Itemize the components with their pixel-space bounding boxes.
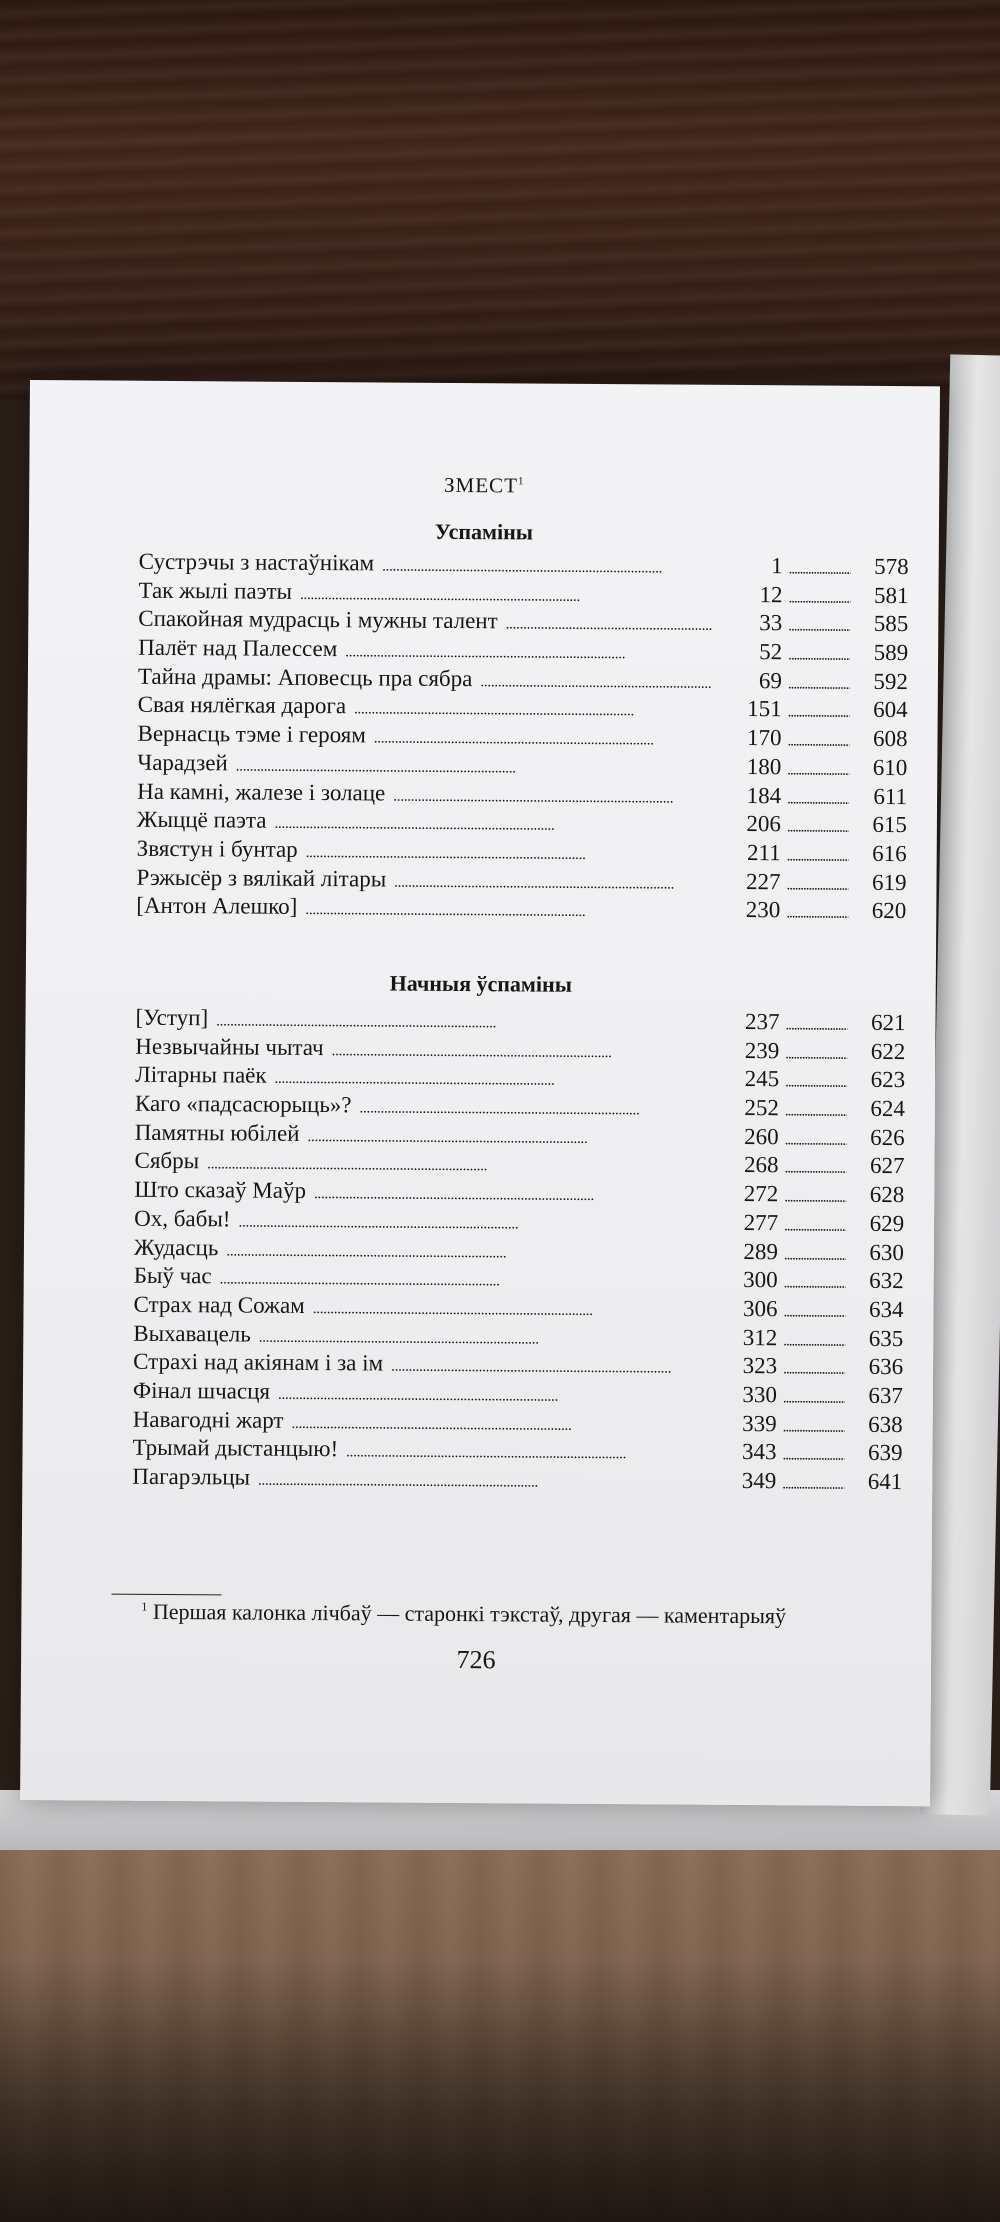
dot-leader bbox=[788, 582, 850, 608]
footnote-mark: 1 bbox=[141, 1599, 148, 1614]
toc-text-page: 306 bbox=[742, 1295, 778, 1322]
dot-leader bbox=[305, 894, 710, 923]
toc-entry-title: Трымай дыстанцыю! bbox=[132, 1435, 339, 1462]
toc-comment-page: 626 bbox=[870, 1124, 905, 1150]
dot-leader bbox=[784, 1239, 846, 1265]
toc-entry-title: Чарадзей bbox=[137, 749, 228, 776]
toc-text-page: 206 bbox=[746, 811, 782, 837]
toc-entry-title: Палёт над Палессем bbox=[138, 634, 338, 662]
toc-entry-title: Жыццё паэта bbox=[136, 806, 267, 833]
dot-leader bbox=[236, 750, 712, 779]
toc-text-page: 268 bbox=[743, 1152, 779, 1178]
toc-comment-page: 592 bbox=[873, 668, 909, 694]
dot-leader bbox=[785, 1009, 847, 1035]
toc-list-memoirs bbox=[136, 549, 909, 927]
dot-leader bbox=[787, 754, 849, 780]
toc-comment-page: 637 bbox=[868, 1382, 904, 1409]
dot-leader bbox=[785, 1124, 847, 1150]
toc-comment-page: 621 bbox=[870, 1009, 906, 1036]
toc-comment-page: 620 bbox=[871, 898, 907, 924]
toc-list-night-memoirs bbox=[132, 1005, 905, 1498]
footnote-divider bbox=[112, 1594, 222, 1596]
toc-comment-page: 638 bbox=[868, 1411, 903, 1437]
footnote bbox=[141, 1599, 786, 1629]
dot-leader bbox=[783, 1296, 845, 1322]
toc-comment-page: 624 bbox=[870, 1095, 906, 1122]
toc-comment-page: 622 bbox=[870, 1038, 906, 1064]
dot-leader bbox=[275, 1063, 710, 1092]
toc-entry-title: Пагарэльцы bbox=[132, 1463, 251, 1490]
dot-leader bbox=[332, 1035, 710, 1064]
dot-leader bbox=[788, 639, 850, 665]
toc-comment-page: 634 bbox=[868, 1296, 904, 1322]
dot-leader bbox=[393, 780, 711, 808]
page-number: 726 bbox=[456, 1645, 496, 1675]
toc-entry-title: Выхавацель bbox=[133, 1320, 251, 1347]
toc-text-page: 277 bbox=[743, 1209, 779, 1236]
wooden-table-background bbox=[0, 0, 1000, 400]
dot-leader bbox=[787, 725, 849, 751]
toc-text-page: 343 bbox=[741, 1439, 777, 1465]
toc-text-page: 211 bbox=[746, 839, 781, 866]
toc-text-page: 330 bbox=[742, 1381, 778, 1408]
toc-text-page: 272 bbox=[743, 1181, 779, 1207]
heading-footnote-mark: 1 bbox=[517, 475, 525, 488]
toc-comment-page: 608 bbox=[872, 726, 908, 752]
toc-text-page: 323 bbox=[742, 1353, 778, 1379]
toc-comment-page: 635 bbox=[868, 1325, 904, 1351]
toc-comment-page: 581 bbox=[873, 582, 909, 608]
toc-entry-title: Памятны юбілей bbox=[134, 1119, 300, 1146]
toc-entry-title: Літарны паёк bbox=[135, 1062, 267, 1089]
toc-entry-title: Фінал шчасця bbox=[132, 1377, 271, 1404]
dot-leader bbox=[783, 1325, 845, 1351]
dot-leader bbox=[789, 553, 851, 579]
toc-comment-page: 619 bbox=[871, 869, 907, 895]
dot-leader bbox=[291, 1407, 706, 1436]
toc-text-page: 300 bbox=[743, 1267, 778, 1293]
dot-leader bbox=[785, 1067, 847, 1093]
dot-leader bbox=[784, 1153, 846, 1179]
toc-entry bbox=[132, 1464, 902, 1498]
page-heading bbox=[29, 470, 939, 501]
toc-text-page: 230 bbox=[745, 897, 781, 923]
toc-comment-page: 641 bbox=[867, 1468, 903, 1495]
toc-comment-page: 589 bbox=[873, 639, 909, 666]
toc-text-page: 1 bbox=[771, 553, 783, 579]
dot-leader bbox=[300, 579, 713, 608]
dot-leader bbox=[313, 1293, 708, 1322]
dot-leader bbox=[314, 1178, 709, 1207]
dot-leader bbox=[784, 1210, 846, 1236]
toc-text-page: 69 bbox=[758, 667, 783, 694]
toc-comment-page: 627 bbox=[869, 1153, 905, 1179]
toc-text-page: 339 bbox=[742, 1410, 777, 1436]
dot-leader bbox=[782, 1440, 844, 1466]
toc-comment-page: 578 bbox=[874, 553, 909, 580]
toc-entry-title: [Уступ] bbox=[135, 1004, 209, 1031]
dot-leader bbox=[354, 694, 712, 722]
toc-text-page: 227 bbox=[745, 868, 781, 894]
toc-text-page: 151 bbox=[747, 696, 782, 722]
toc-comment-page: 585 bbox=[873, 611, 909, 637]
dot-leader bbox=[786, 898, 848, 924]
dot-leader bbox=[783, 1354, 845, 1380]
toc-text-page: 180 bbox=[746, 753, 782, 780]
toc-comment-page: 616 bbox=[872, 840, 907, 867]
dot-leader bbox=[374, 723, 712, 751]
dot-leader bbox=[238, 1206, 708, 1235]
dot-leader bbox=[788, 697, 850, 723]
toc-entry-title: Вернасць тэме і героям bbox=[137, 720, 366, 748]
dot-leader bbox=[506, 609, 713, 636]
toc-entry-title: Свая нялёгкая дарога bbox=[137, 692, 347, 719]
floor-shadow bbox=[0, 1960, 1000, 2222]
toc-entry-title: Быў час bbox=[133, 1262, 212, 1289]
dot-leader bbox=[782, 1468, 844, 1494]
toc-comment-page: 636 bbox=[868, 1354, 904, 1380]
dot-leader bbox=[259, 1321, 708, 1350]
toc-comment-page: 628 bbox=[869, 1182, 905, 1208]
dot-leader bbox=[785, 1095, 847, 1121]
dot-leader bbox=[345, 636, 712, 665]
dot-leader bbox=[783, 1382, 845, 1408]
toc-comment-page: 632 bbox=[869, 1268, 904, 1294]
dot-leader bbox=[220, 1264, 708, 1293]
toc-entry-title: Страхі над акіянам і за ім bbox=[133, 1348, 384, 1376]
dot-leader bbox=[786, 869, 848, 895]
toc-text-page: 252 bbox=[744, 1095, 780, 1121]
toc-text-page: 260 bbox=[744, 1123, 779, 1149]
toc-entry-title: Рэжысёр з вялікай літары bbox=[136, 864, 387, 892]
dot-leader bbox=[346, 1437, 707, 1466]
dot-leader bbox=[788, 611, 850, 637]
toc-comment-page: 629 bbox=[869, 1210, 905, 1236]
toc-entry-title: Сябры bbox=[134, 1148, 200, 1174]
dot-leader bbox=[783, 1411, 845, 1437]
dot-leader bbox=[787, 811, 849, 837]
dot-leader bbox=[787, 840, 849, 866]
book-page bbox=[20, 380, 940, 1806]
dot-leader bbox=[785, 1038, 847, 1064]
toc-entry-title: Каго «падсасюрыць»? bbox=[134, 1090, 352, 1118]
toc-comment-page: 615 bbox=[872, 812, 908, 838]
toc-entry-title: Што сказаў Маўр bbox=[134, 1176, 307, 1204]
toc-text-page: 170 bbox=[746, 725, 782, 751]
toc-comment-page: 611 bbox=[873, 783, 908, 809]
toc-entry-title: [Антон Алешко] bbox=[136, 893, 298, 920]
toc-entry-title: Так жылі паэты bbox=[138, 577, 293, 604]
dot-leader bbox=[306, 837, 711, 866]
dot-leader bbox=[787, 783, 849, 809]
section-title-memoirs: Успаміны bbox=[434, 518, 534, 545]
dot-leader bbox=[394, 866, 710, 894]
dot-leader bbox=[784, 1267, 846, 1293]
toc-text-page: 245 bbox=[744, 1066, 780, 1092]
toc-comment-page: 604 bbox=[873, 697, 908, 723]
toc-comment-page: 639 bbox=[867, 1440, 903, 1466]
toc-text-page: 239 bbox=[744, 1037, 780, 1063]
dot-leader bbox=[274, 808, 711, 837]
dot-leader bbox=[307, 1121, 708, 1150]
toc-comment-page: 623 bbox=[870, 1067, 906, 1093]
dot-leader bbox=[480, 666, 712, 694]
dot-leader bbox=[391, 1351, 707, 1379]
heading-text: ЗМЕСТ bbox=[444, 472, 519, 498]
dot-leader bbox=[207, 1149, 709, 1178]
dot-leader bbox=[784, 1181, 846, 1207]
toc-entry-title: Незвычайны чытач bbox=[135, 1033, 324, 1060]
toc-entry-title: Навагодні жарт bbox=[132, 1406, 284, 1433]
toc-entry-title: Страх над Сожам bbox=[133, 1291, 305, 1318]
toc-entry-title: Спакойная мудрасць і мужны талент bbox=[138, 606, 498, 634]
toc-text-page: 237 bbox=[744, 1009, 780, 1035]
dot-leader bbox=[258, 1465, 706, 1494]
toc-entry bbox=[136, 893, 906, 927]
toc-text-page: 52 bbox=[759, 639, 783, 665]
toc-text-page: 184 bbox=[746, 782, 782, 808]
toc-entry-title: Ох, бабы! bbox=[134, 1205, 231, 1232]
toc-entry-title: Тайна драмы: Аповесць пра сябра bbox=[137, 663, 473, 691]
toc-entry-title: Жудасць bbox=[133, 1234, 219, 1260]
toc-entry-title: Сустрэчы з настаўнікам bbox=[138, 548, 375, 576]
dot-leader bbox=[278, 1379, 707, 1408]
dot-leader bbox=[788, 668, 850, 694]
section-title-night-memoirs: Начныя ўспаміны bbox=[389, 970, 573, 997]
toc-text-page: 12 bbox=[759, 581, 783, 607]
dot-leader bbox=[382, 550, 713, 578]
dot-leader bbox=[359, 1092, 709, 1120]
toc-text-page: 289 bbox=[743, 1238, 779, 1264]
toc-text-page: 33 bbox=[759, 610, 783, 636]
toc-comment-page: 630 bbox=[869, 1239, 905, 1265]
toc-comment-page: 610 bbox=[872, 754, 908, 780]
toc-entry-title: На камні, жалезе і золаце bbox=[137, 778, 386, 805]
toc-text-page: 349 bbox=[741, 1467, 777, 1494]
dot-leader bbox=[216, 1005, 710, 1034]
dot-leader bbox=[226, 1235, 708, 1264]
toc-text-page: 312 bbox=[742, 1324, 778, 1350]
footnote-text: Першая калонка лічбаў — старонкі тэкстаў, другая — каментарыяў bbox=[152, 1598, 787, 1629]
toc-entry-title: Звястун і бунтар bbox=[136, 835, 298, 862]
